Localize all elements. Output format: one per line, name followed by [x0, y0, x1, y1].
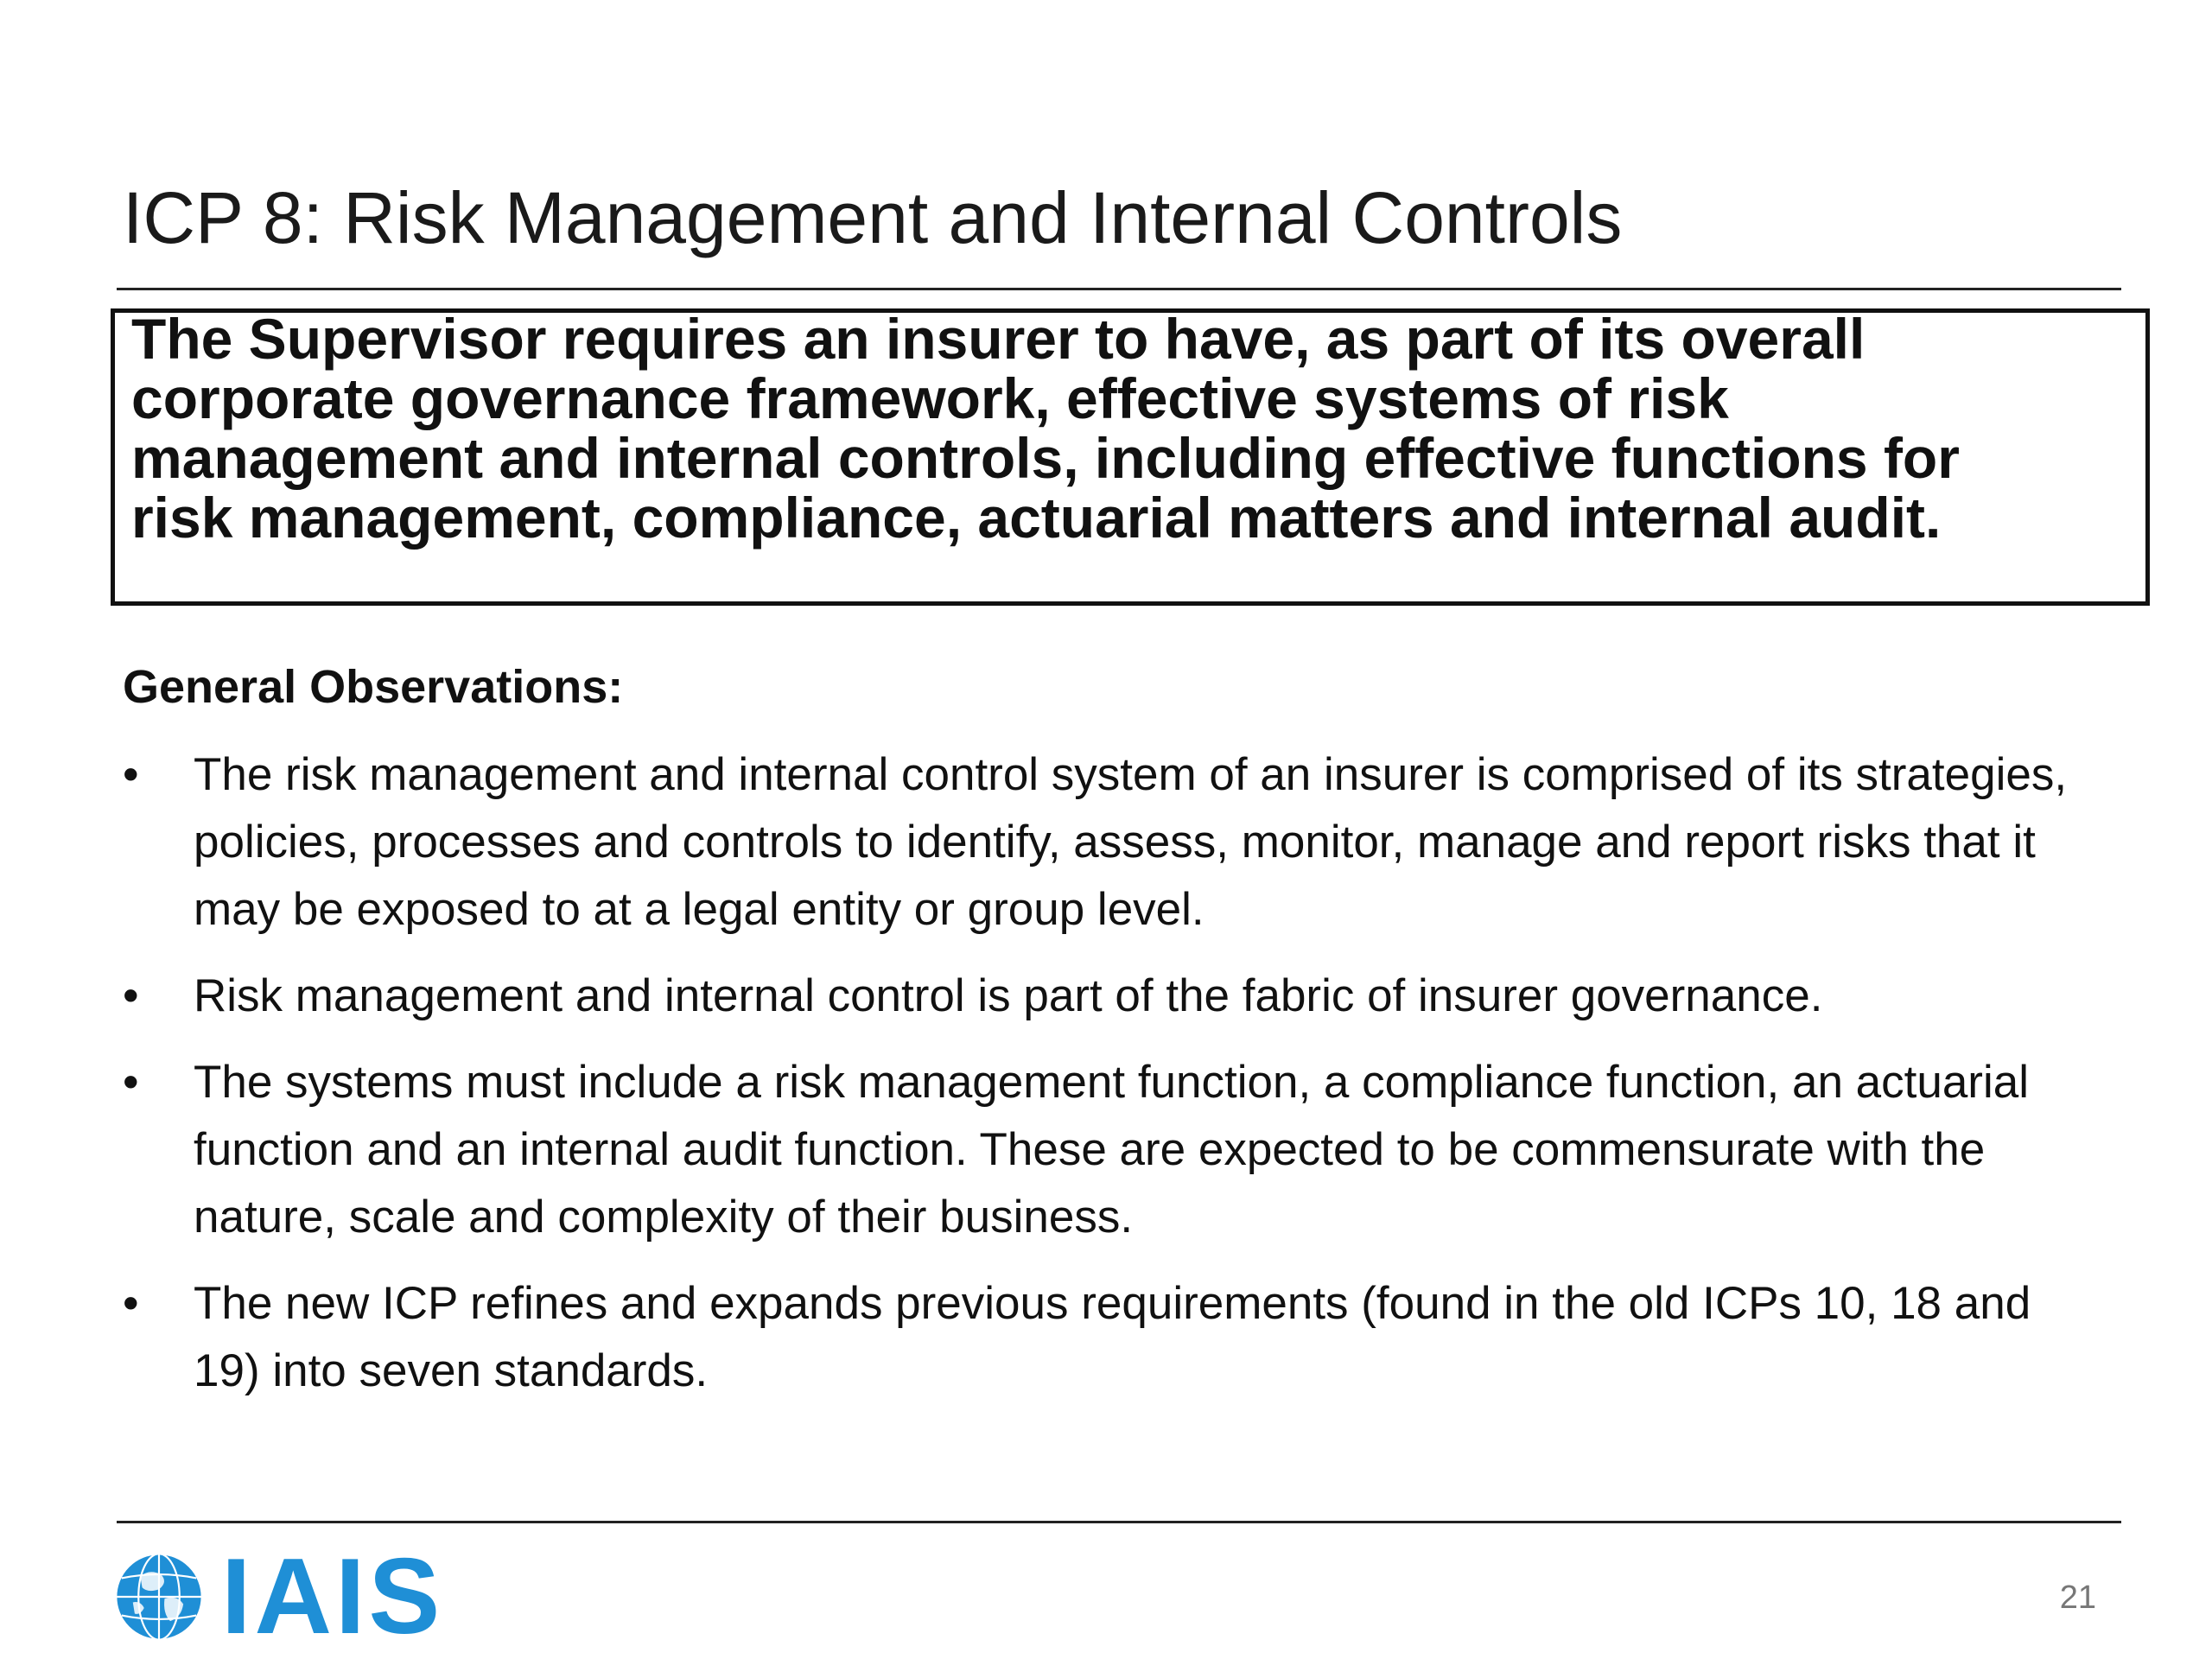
- bullet-icon: •: [123, 749, 139, 800]
- logo-text: IAIS: [221, 1537, 444, 1656]
- standard-statement: [131, 309, 2136, 548]
- list-item-text: The risk management and internal control system of an insurer is comprised of its strategies, policies, processes and controls to identify, assess, monitor, manage and report risks that it may be exposed to at a legal entity or group level.: [194, 749, 2068, 935]
- list-item-text: Risk management and internal control is part of the fabric of insurer governance.: [194, 970, 1823, 1021]
- standard-line: The Supervisor requires an insurer to have, as part of its overall: [131, 307, 1866, 371]
- standard-line: corporate governance framework, effective systems of risk: [131, 366, 1729, 430]
- page-number: 21: [2059, 1580, 2096, 1616]
- list-item-text: The systems must include a risk management function, a compliance function, an actuarial function and an internal audit function. These are expected to be commensurate with the nature, scale and complexity of their business.: [194, 1057, 2029, 1243]
- list-item: [123, 1270, 2093, 1405]
- iais-logo: [112, 1537, 444, 1656]
- list-item: [123, 1049, 2093, 1251]
- observations-list: [123, 741, 2093, 1424]
- globe-icon: [112, 1550, 206, 1643]
- list-item: [123, 741, 2093, 944]
- bullet-icon: •: [123, 970, 139, 1021]
- standard-line: risk management, compliance, actuarial matters and internal audit.: [131, 486, 1942, 550]
- title-divider: [117, 288, 2121, 290]
- slide-title: ICP 8: Risk Management and Internal Controls: [123, 177, 1623, 258]
- bullet-icon: •: [123, 1057, 139, 1108]
- list-item-text: The new ICP refines and expands previous requirements (found in the old ICPs 10, 18 and 19) into seven standards.: [194, 1278, 2031, 1396]
- standard-line: management and internal controls, including effective functions for: [131, 426, 1960, 490]
- list-item: [123, 963, 2093, 1030]
- observations-heading: General Observations:: [123, 661, 624, 713]
- bullet-icon: •: [123, 1278, 139, 1329]
- footer-divider: [117, 1521, 2121, 1523]
